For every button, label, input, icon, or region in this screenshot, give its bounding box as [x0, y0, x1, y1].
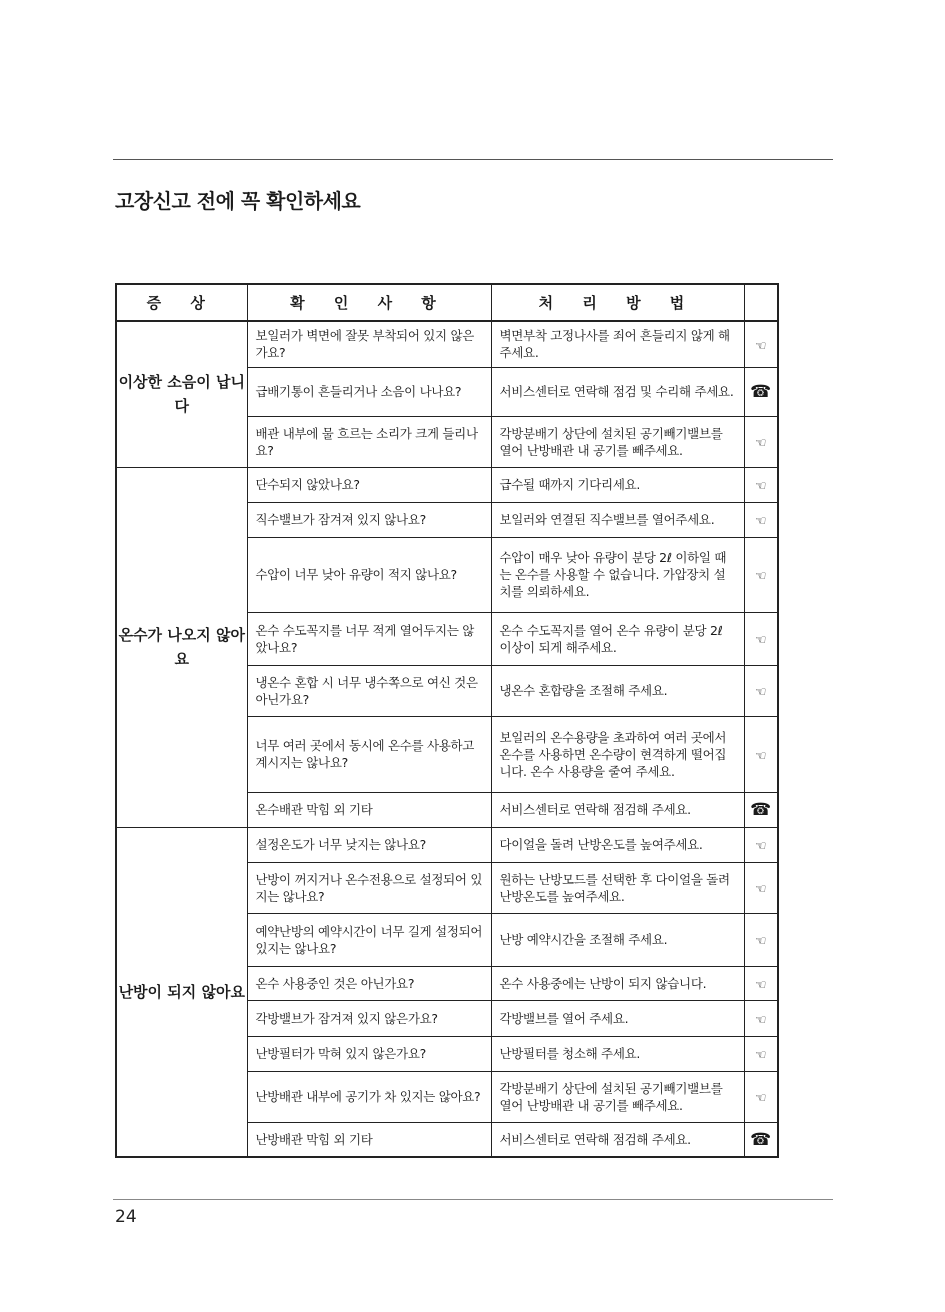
- solution-cell: 서비스센터로 연락해 점검 및 수리해 주세요.: [491, 367, 744, 416]
- icon-cell: [744, 1071, 778, 1122]
- pointing-hand-icon: ☜: [754, 514, 767, 529]
- icon-cell: [744, 612, 778, 665]
- icon-cell: [744, 913, 778, 966]
- phone-icon: ☎: [750, 1129, 772, 1150]
- table-row: [116, 321, 778, 367]
- check-item-cell: 배관 내부에 물 흐르는 소리가 크게 들리나요?: [247, 416, 491, 467]
- icon-cell: [744, 665, 778, 716]
- pointing-hand-icon: ☜: [754, 685, 767, 700]
- check-item-cell: 직수밸브가 잠겨져 있지 않나요?: [247, 502, 491, 537]
- check-item-cell: 설정온도가 너무 낮지는 않나요?: [247, 827, 491, 862]
- icon-cell: [744, 321, 778, 367]
- solution-cell: 냉온수 혼합량을 조절해 주세요.: [491, 665, 744, 716]
- check-item-cell: 온수 수도꼭지를 너무 적게 열어두지는 않았나요?: [247, 612, 491, 665]
- icon-cell: [744, 416, 778, 467]
- symptom-cell: 난방이 되지 않아요: [116, 827, 247, 1157]
- check-item-cell: 난방필터가 막혀 있지 않은가요?: [247, 1036, 491, 1071]
- icon-cell: [744, 537, 778, 612]
- solution-cell: 원하는 난방모드를 선택한 후 다이얼을 돌려 난방온도를 높여주세요.: [491, 862, 744, 913]
- check-item-cell: 단수되지 않았나요?: [247, 467, 491, 502]
- solution-cell: 난방필터를 청소해 주세요.: [491, 1036, 744, 1071]
- pointing-hand-icon: ☜: [754, 1091, 767, 1106]
- pointing-hand-icon: ☜: [754, 977, 767, 993]
- pointing-hand-icon: ☜: [754, 1012, 767, 1028]
- page-number: 24: [115, 1207, 137, 1227]
- table-body: [116, 321, 778, 1157]
- table-row: [116, 827, 778, 862]
- header-symptom: 증 상: [116, 284, 247, 321]
- icon-cell: [744, 716, 778, 792]
- check-item-cell: 냉온수 혼합 시 너무 냉수쪽으로 여신 것은 아닌가요?: [247, 665, 491, 716]
- solution-cell: 보일러와 연결된 직수밸브를 열어주세요.: [491, 502, 744, 537]
- icon-cell: [744, 1036, 778, 1071]
- header-solution: 처 리 방 법: [491, 284, 744, 321]
- solution-cell: 난방 예약시간을 조절해 주세요.: [491, 913, 744, 966]
- solution-cell: 각방분배기 상단에 설치된 공기빼기밸브를 열어 난방배관 내 공기를 빼주세요.: [491, 416, 744, 467]
- icon-cell: [744, 1000, 778, 1036]
- solution-cell: 서비스센터로 연락해 점검해 주세요.: [491, 792, 744, 827]
- pointing-hand-icon: ☜: [754, 748, 767, 764]
- solution-cell: 각방분배기 상단에 설치된 공기빼기밸브를 열어 난방배관 내 공기를 빼주세요.: [491, 1071, 744, 1122]
- table-header-row: [116, 284, 778, 321]
- solution-cell: 서비스센터로 연락해 점검해 주세요.: [491, 1122, 744, 1157]
- icon-cell: [744, 966, 778, 1000]
- header-icon-column: [744, 284, 778, 321]
- bottom-rule: [113, 1199, 833, 1200]
- page-title: 고장신고 전에 꼭 확인하세요: [115, 189, 361, 213]
- icon-cell: [744, 827, 778, 862]
- icon-cell: [744, 467, 778, 502]
- solution-cell: 다이얼을 돌려 난방온도를 높여주세요.: [491, 827, 744, 862]
- pointing-hand-icon: ☜: [754, 934, 767, 949]
- check-item-cell: 너무 여러 곳에서 동시에 온수를 사용하고 계시지는 않나요?: [247, 716, 491, 792]
- pointing-hand-icon: ☜: [754, 569, 767, 584]
- pointing-hand-icon: ☜: [754, 479, 767, 494]
- check-item-cell: 온수배관 막힘 외 기타: [247, 792, 491, 827]
- solution-cell: 보일러의 온수용량을 초과하여 여러 곳에서 온수를 사용하면 온수량이 현격하게 떨어집니다. 온수 사용량을 줄여 주세요.: [491, 716, 744, 792]
- solution-cell: 벽면부착 고정나사를 죄어 흔들리지 않게 해 주세요.: [491, 321, 744, 367]
- solution-cell: 급수될 때까지 기다리세요.: [491, 467, 744, 502]
- symptom-cell: 이상한 소음이 납니다: [116, 321, 247, 467]
- solution-cell: 각방밸브를 열어 주세요.: [491, 1000, 744, 1036]
- symptom-cell: 온수가 나오지 않아요: [116, 467, 247, 827]
- header-check-items: 확 인 사 항: [247, 284, 491, 321]
- check-item-cell: 각방밸브가 잠겨져 있지 않은가요?: [247, 1000, 491, 1036]
- pointing-hand-icon: ☜: [754, 1048, 767, 1063]
- check-item-cell: 온수 사용중인 것은 아닌가요?: [247, 966, 491, 1000]
- solution-cell: 수압이 매우 낮아 유량이 분당 2ℓ 이하일 때는 온수를 사용할 수 없습니다. 가압장치 설치를 의뢰하세요.: [491, 537, 744, 612]
- icon-cell: [744, 502, 778, 537]
- icon-cell: [744, 792, 778, 827]
- check-item-cell: 난방이 꺼지거나 온수전용으로 설정되어 있지는 않나요?: [247, 862, 491, 913]
- icon-cell: [744, 367, 778, 416]
- check-item-cell: 수압이 너무 낮아 유량이 적지 않나요?: [247, 537, 491, 612]
- solution-cell: 온수 수도꼭지를 열어 온수 유량이 분당 2ℓ 이상이 되게 해주세요.: [491, 612, 744, 665]
- pointing-hand-icon: ☜: [754, 839, 767, 854]
- check-item-cell: 예약난방의 예약시간이 너무 길게 설정되어 있지는 않나요?: [247, 913, 491, 966]
- pointing-hand-icon: ☜: [754, 436, 767, 451]
- top-rule: [113, 159, 833, 160]
- phone-icon: ☎: [750, 800, 772, 820]
- check-item-cell: 급배기통이 흔들리거나 소음이 나나요?: [247, 367, 491, 416]
- check-item-cell: 난방배관 내부에 공기가 차 있지는 않아요?: [247, 1071, 491, 1122]
- check-item-cell: 난방배관 막힘 외 기타: [247, 1122, 491, 1157]
- phone-icon: ☎: [750, 382, 772, 402]
- icon-cell: [744, 1122, 778, 1157]
- pointing-hand-icon: ☜: [754, 882, 767, 897]
- troubleshooting-table: [115, 283, 779, 1158]
- pointing-hand-icon: ☜: [754, 338, 767, 354]
- icon-cell: [744, 862, 778, 913]
- table-row: [116, 467, 778, 502]
- solution-cell: 온수 사용중에는 난방이 되지 않습니다.: [491, 966, 744, 1000]
- check-item-cell: 보일러가 벽면에 잘못 부착되어 있지 않은가요?: [247, 321, 491, 367]
- pointing-hand-icon: ☜: [754, 633, 767, 648]
